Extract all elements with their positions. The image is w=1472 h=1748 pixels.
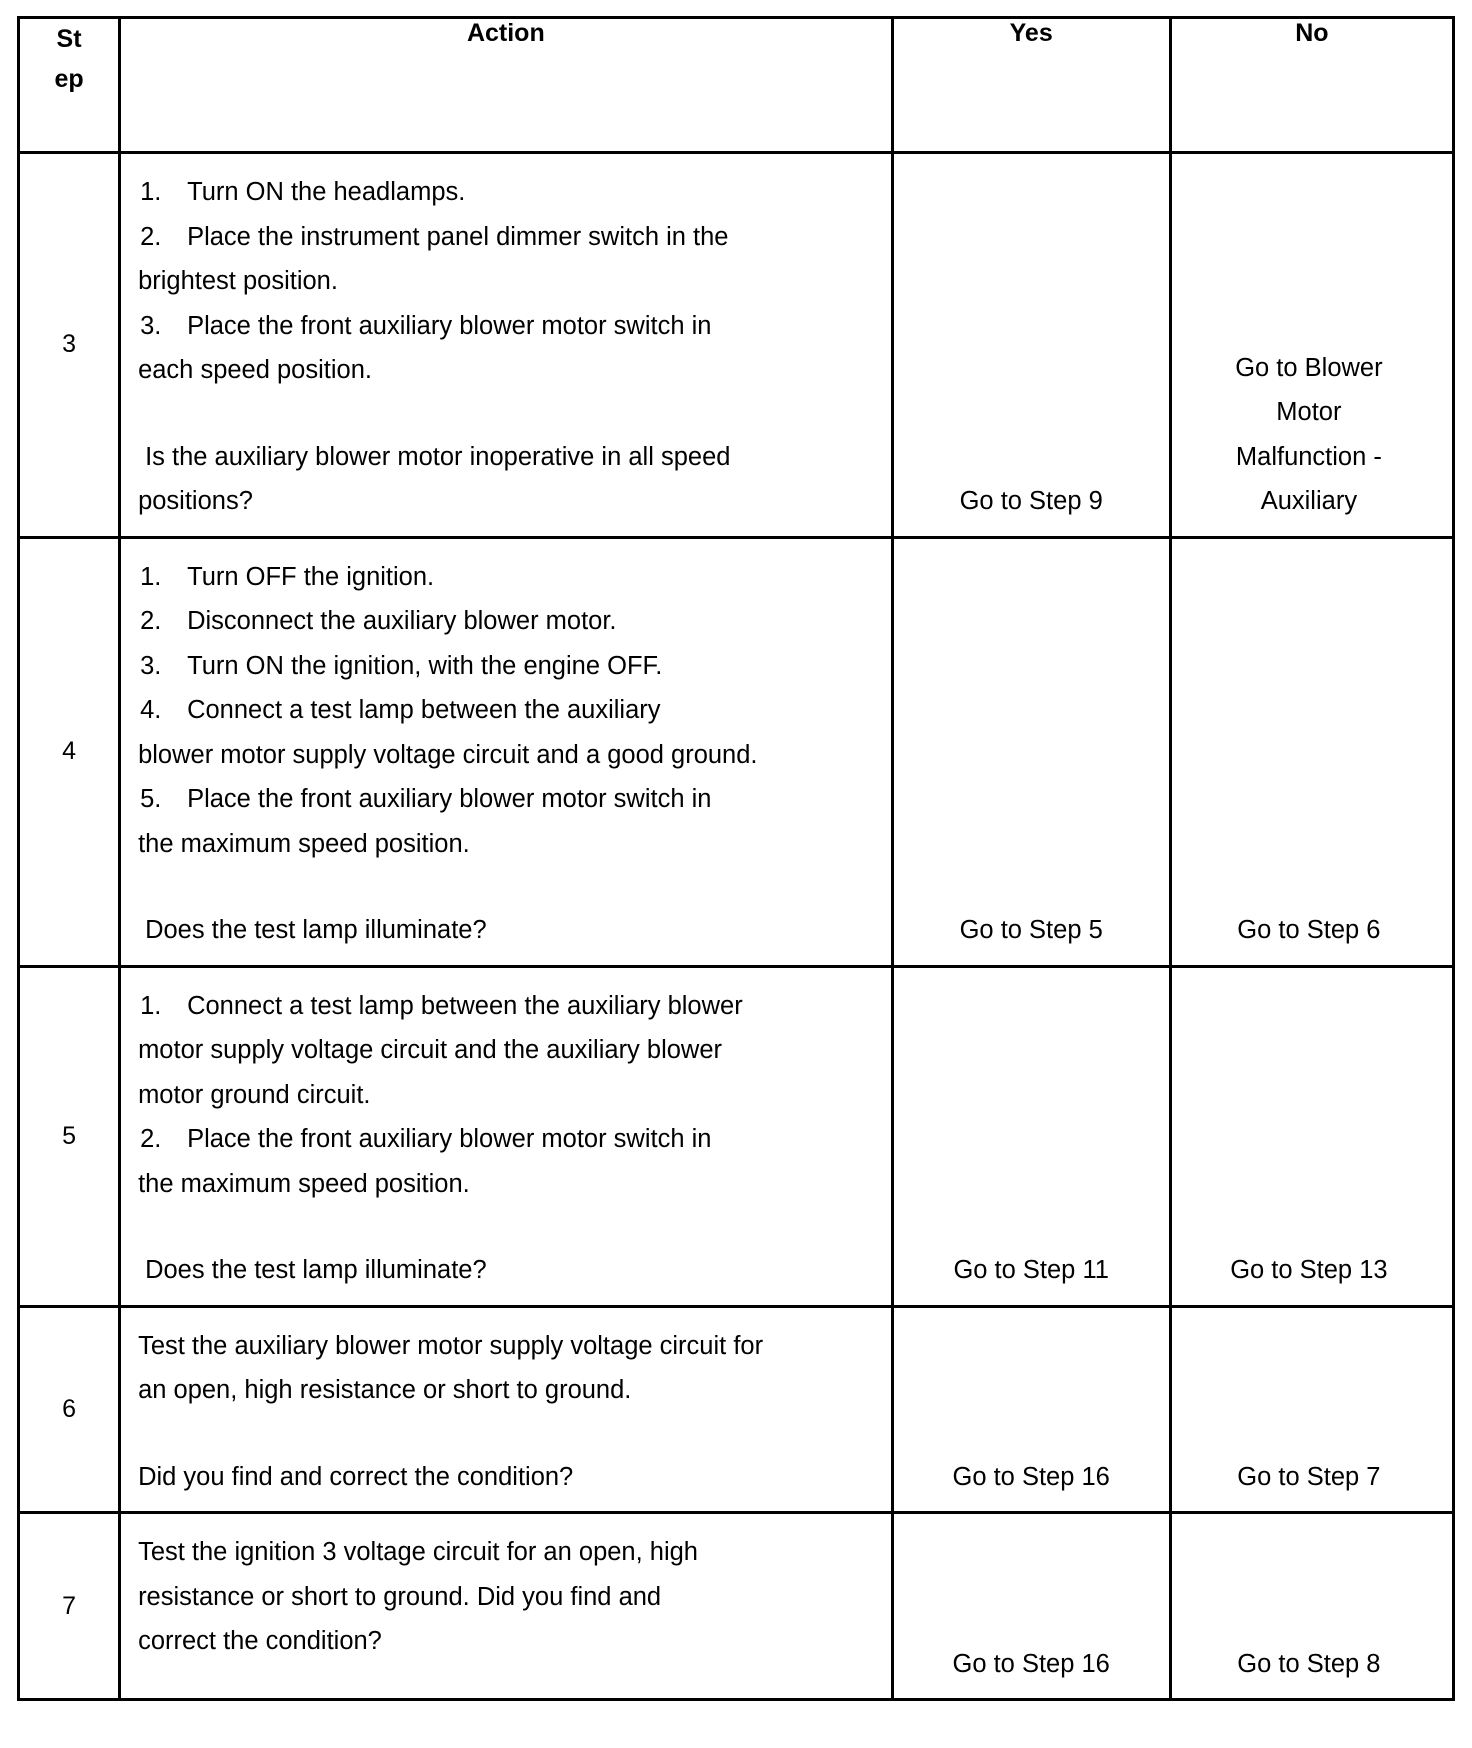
action-line [138, 215, 881, 260]
action-item-text: Connect a test lamp between the auxiliary [187, 696, 661, 724]
action-item-number: 4. [140, 696, 162, 724]
action-text-line: correct the condition? [138, 1627, 382, 1655]
spacer [138, 393, 881, 435]
yes-result-line: Go to Step 9 [959, 487, 1103, 515]
header-no: No [1170, 18, 1453, 153]
spacer [138, 1206, 881, 1248]
action-question: Does the test lamp illuminate? [145, 916, 487, 944]
spacer [138, 866, 881, 908]
no-result-line: Malfunction - [1235, 442, 1382, 471]
action-question: Is the auxiliary blower motor inoperative in all speed [145, 442, 731, 471]
table-row [19, 966, 1454, 1306]
step-number: 6 [19, 1306, 120, 1513]
action-cell [120, 966, 893, 1306]
yes-result [892, 1306, 1170, 1513]
action-item-text: Turn OFF the ignition. [187, 562, 435, 591]
action-item-text: motor ground circuit. [138, 1080, 371, 1109]
action-text-line: an open, high resistance or short to ground. [138, 1376, 632, 1404]
action-line [138, 1117, 881, 1162]
action-line [138, 984, 881, 1029]
no-result [1170, 966, 1453, 1306]
yes-result [892, 966, 1170, 1306]
action-cell [120, 537, 893, 966]
step-number: 5 [19, 966, 120, 1306]
action-line [138, 688, 881, 733]
header-action: Action [120, 18, 893, 153]
no-result [1170, 1306, 1453, 1513]
action-line [138, 259, 881, 304]
action-line [138, 555, 881, 600]
action-question: positions? [138, 487, 253, 515]
action-cell [120, 1306, 893, 1513]
header-step-line1: St [56, 25, 82, 53]
yes-result-line: Go to Step 16 [952, 1462, 1110, 1491]
action-item-text: Place the front auxiliary blower motor switch in [187, 311, 712, 340]
action-item-number: 3. [140, 311, 162, 340]
action-item-text: blower motor supply voltage circuit and a good ground. [138, 740, 758, 769]
yes-result-line: Go to Step 16 [952, 1649, 1110, 1678]
yes-result [892, 153, 1170, 538]
no-result-line: Go to Step 7 [1237, 1462, 1381, 1491]
action-item-text: Turn ON the headlamps. [187, 178, 466, 206]
action-item-text: Place the instrument panel dimmer switch in the [187, 222, 729, 251]
action-question: Did you find and correct the condition? [138, 1462, 574, 1491]
action-text-line: resistance or short to ground. Did you find and [138, 1582, 662, 1611]
yes-result-line: Go to Step 5 [959, 916, 1103, 944]
yes-result [892, 1513, 1170, 1700]
action-line [138, 599, 881, 644]
no-result [1170, 537, 1453, 966]
action-text-line: Test the auxiliary blower motor supply voltage circuit for [138, 1331, 764, 1360]
table-row [19, 1306, 1454, 1513]
action-line [138, 644, 881, 689]
action-item-text: Connect a test lamp between the auxiliary blower [187, 991, 743, 1020]
no-result-line: Go to Step 6 [1237, 916, 1381, 944]
action-line [138, 348, 881, 393]
header-yes: Yes [892, 18, 1170, 153]
header-step-line2: ep [54, 65, 84, 93]
header-step [19, 18, 120, 153]
action-item-text: the maximum speed position. [138, 1169, 470, 1198]
yes-result [892, 537, 1170, 966]
action-question: Does the test lamp illuminate? [145, 1256, 487, 1284]
no-result [1170, 153, 1453, 538]
action-item-text: brightest position. [138, 267, 338, 295]
header-row [19, 18, 1454, 153]
action-item-text: Turn ON the ignition, with the engine OFF. [187, 651, 663, 680]
no-result [1170, 1513, 1453, 1700]
action-item-number: 2. [140, 222, 162, 251]
action-cell [120, 1513, 893, 1700]
no-result-line: Go to Step 8 [1237, 1649, 1381, 1678]
action-line [138, 733, 881, 778]
action-item-number: 1. [140, 991, 162, 1020]
no-result-line: Motor [1276, 398, 1342, 426]
diagnostic-table [17, 16, 1455, 1701]
action-item-number: 3. [140, 651, 162, 680]
no-result-line: Go to Step 13 [1230, 1256, 1388, 1284]
action-line [138, 304, 881, 349]
action-item-text: Place the front auxiliary blower motor switch in [187, 785, 712, 813]
action-item-text: motor supply voltage circuit and the auxiliary blower [138, 1036, 723, 1064]
action-line [138, 170, 881, 215]
table-row [19, 537, 1454, 966]
action-cell [120, 153, 893, 538]
action-item-text: Place the front auxiliary blower motor switch in [187, 1125, 712, 1153]
action-line [138, 1162, 881, 1207]
action-item-number: 2. [140, 1125, 162, 1153]
action-item-text: the maximum speed position. [138, 829, 470, 858]
action-line [138, 777, 881, 822]
step-number: 3 [19, 153, 120, 538]
action-line [138, 1073, 881, 1118]
step-number: 7 [19, 1513, 120, 1700]
table-row [19, 153, 1454, 538]
spacer [138, 1413, 881, 1455]
action-item-number: 2. [140, 607, 162, 635]
no-result-line: Go to Blower [1235, 353, 1383, 382]
action-line [138, 1028, 881, 1073]
no-result-line: Auxiliary [1260, 487, 1358, 515]
action-item-text: Disconnect the auxiliary blower motor. [187, 607, 617, 635]
table-row [19, 1513, 1454, 1700]
action-line [138, 822, 881, 867]
action-item-number: 5. [140, 785, 162, 813]
yes-result-line: Go to Step 11 [953, 1256, 1109, 1284]
action-item-text: each speed position. [138, 356, 372, 384]
action-item-number: 1. [140, 178, 162, 206]
action-item-number: 1. [140, 562, 162, 591]
action-text-line: Test the ignition 3 voltage circuit for an open, high [138, 1538, 698, 1566]
step-number: 4 [19, 537, 120, 966]
